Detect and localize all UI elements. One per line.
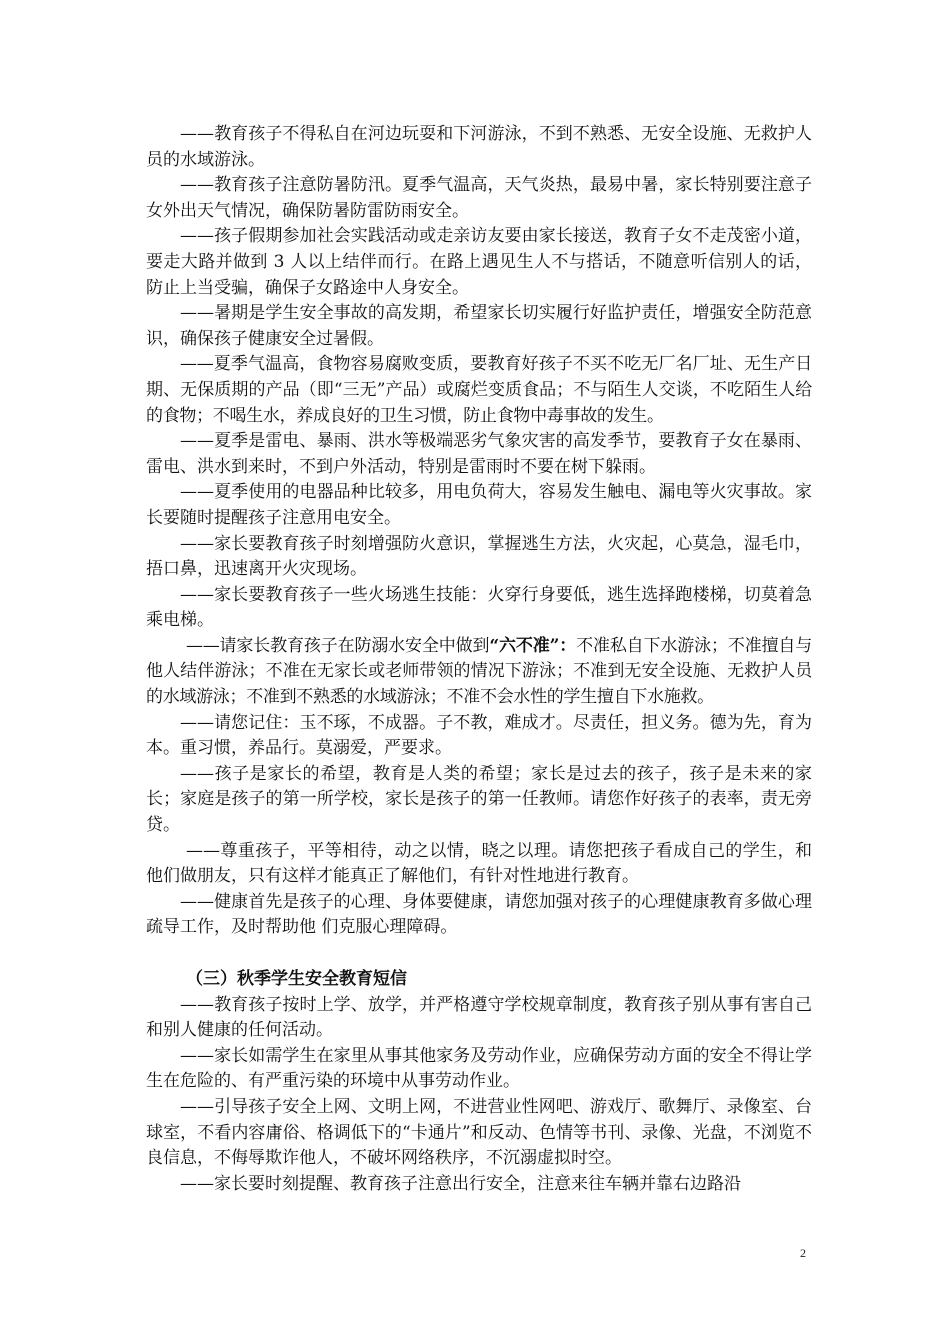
six-rules-list: 不准私自下水游泳；不准擅自与他人结伴游泳；不准在无家长或老师带领的情况下游泳；不准到无安全设施、无救护人员的水域游泳；不准到不熟悉的水域游泳；不准不会水性的学生擅自下水施救。 bbox=[146, 635, 812, 708]
paragraph-mental-health: ——健康首先是孩子的心理、身体要健康，请您加强对孩子的心理健康教育多做心理疏导工作，及时帮助他 们克服心理障碍。 bbox=[146, 891, 812, 938]
paragraph-river-swimming: ——教育孩子不得私自在河边玩耍和下河游泳，不到不熟悉、无安全设施、无救护人员的水域游泳。 bbox=[146, 124, 812, 170]
section-gap bbox=[146, 941, 812, 967]
page-number: 2 bbox=[800, 1246, 806, 1260]
paragraph-internet-safety: ——引导孩子安全上网、文明上网，不进营业性网吧、游戏厅、歌舞厅、录像室、台球室，不看内容庸俗、格调低下的“卡通片”和反动、色情等书刊、录像、光盘，不浏览不良信息，不侮辱欺诈他人，不破坏网络秩序，不沉溺虚拟时空。 bbox=[146, 1096, 812, 1169]
document-body bbox=[146, 122, 812, 1197]
paragraph-fire-awareness: ——家长要教育孩子时刻增强防火意识，掌握逃生方法，火灾起，心莫急，湿毛巾，捂口鼻，迅速离开火灾现场。 bbox=[146, 533, 812, 580]
paragraph-summer-supervision: ——暑期是学生安全事故的高发期，希望家长切实履行好监护责任，增强安全防范意识，确保孩子健康安全过暑假。 bbox=[146, 303, 812, 349]
paragraph-electricity: ——夏季使用的电器品种比较多，用电负荷大，容易发生触电、漏电等火灾事故。家长要随时提醒孩子注意用电安全。 bbox=[146, 482, 812, 528]
paragraph-six-rules bbox=[146, 634, 812, 711]
paragraph-fire-escape: ——家长要教育孩子一些火场逃生技能：火穿行身要低，逃生选择跑楼梯，切莫着急乘电梯。 bbox=[146, 584, 812, 631]
paragraph-food-safety: ——夏季气温高，食物容易腐败变质，要教育好孩子不买不吃无厂名厂址、无生产日期、无保质期的产品（即“三无”产品）或腐烂变质食品；不与陌生人交谈，不吃陌生人给的食物；不喝生水，养成良好的卫生习惯，防止食物中毒事故的发生。 bbox=[146, 354, 812, 426]
six-rules-emphasis: “六不准”： bbox=[489, 635, 577, 656]
paragraph-travel-safety: ——孩子假期参加社会实践活动或走亲访友要由家长接送，教育子女不走茂密小道，要走大路并做到 3 人以上结伴而行。在路上遇见生人不与搭话，不随意听信别人的话，防止上当受骗，确保子女路途中人身安全。 bbox=[146, 226, 812, 298]
paragraph-school-rules: ——教育孩子按时上学、放学，并严格遵守学校规章制度，教育孩子别从事有害自己和别人健康的任何活动。 bbox=[146, 994, 812, 1041]
paragraph-thunderstorm: ——夏季是雷电、暴雨、洪水等极端恶劣气象灾害的高发季节，要教育子女在暴雨、雷电、洪水到来时，不到户外活动，特别是雷雨时不要在树下躲雨。 bbox=[146, 431, 812, 477]
section-heading-autumn: （三）秋季学生安全教育短信 bbox=[186, 969, 407, 989]
paragraph-respect: ——尊重孩子，平等相待，动之以情，晓之以理。请您把孩子看成自己的学生，和他们做朋友，只有这样才能真正了解他们，有针对性地进行教育。 bbox=[146, 840, 812, 887]
paragraph-heat-flood: ——教育孩子注意防暑防汛。夏季气温高，天气炎热，最易中暑，家长特别要注意子女外出天气情况，确保防暑防雷防雨安全。 bbox=[146, 175, 812, 221]
paragraph-remember: ——请您记住：玉不琢，不成器。子不教，难成才。尽责任，担义务。德为先，育为本。重习惯，养品行。莫溺爱，严要求。 bbox=[146, 712, 812, 759]
paragraph-travel-reminder: ——家长要时刻提醒、教育孩子注意出行安全，注意来往车辆并靠右边路沿 bbox=[180, 1173, 741, 1194]
six-rules-prefix: ——请家长教育孩子在防溺水安全中做到 bbox=[186, 635, 490, 656]
paragraph-labor-safety: ——家长如需学生在家里从事其他家务及劳动作业，应确保劳动方面的安全不得让学生在危险的、有严重污染的环境中从事劳动作业。 bbox=[146, 1045, 812, 1092]
paragraph-hope: ——孩子是家长的希望，教育是人类的希望；家长是过去的孩子，孩子是未来的家长；家庭是孩子的第一所学校，家长是孩子的第一任教师。请您作好孩子的表率，责无旁贷。 bbox=[146, 763, 812, 836]
